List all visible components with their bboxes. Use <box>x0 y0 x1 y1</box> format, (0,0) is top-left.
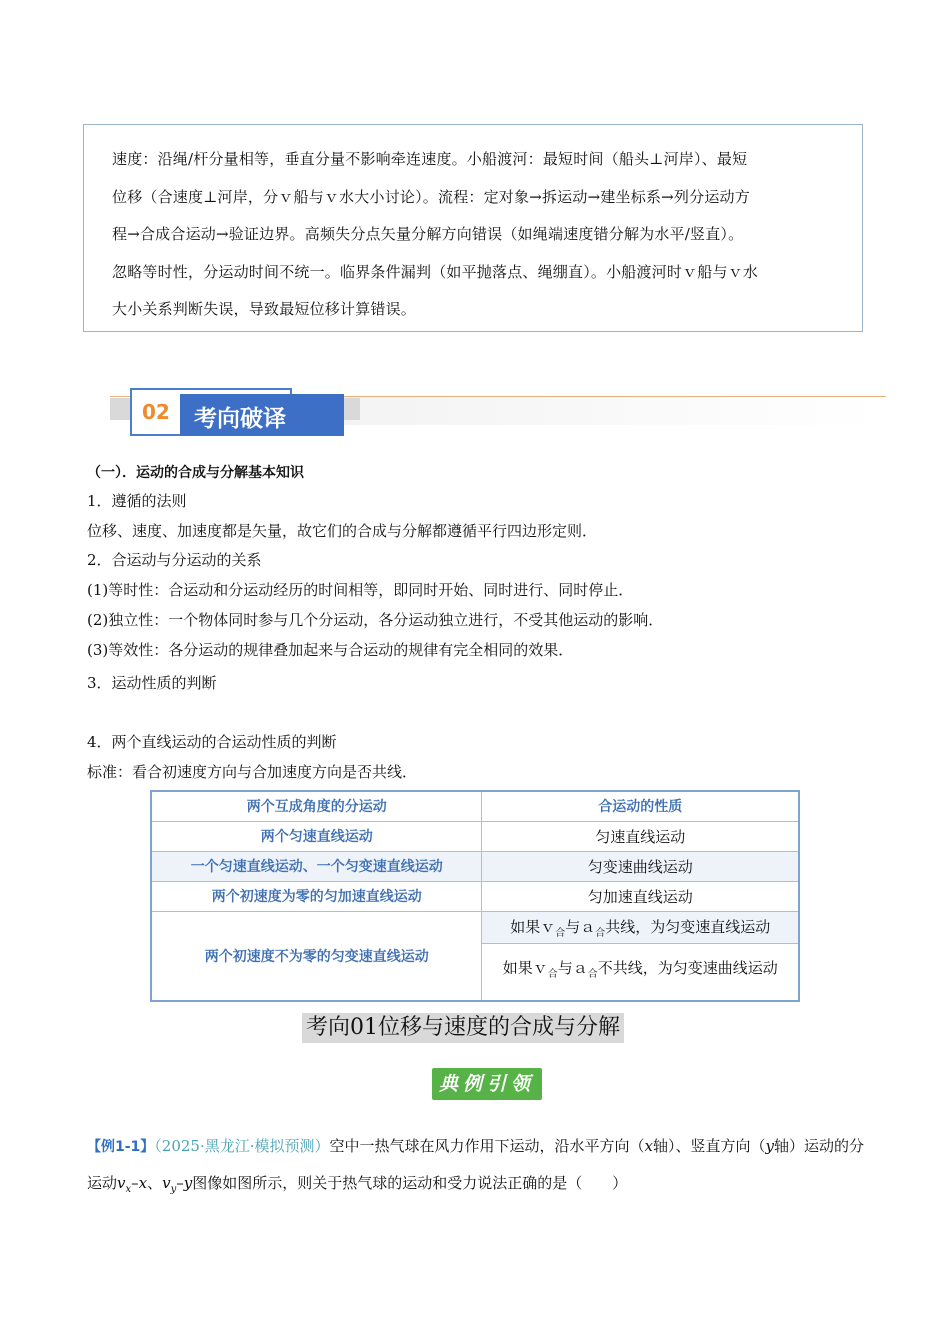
item3-title: 3．运动性质的判断 <box>87 674 217 692</box>
table-cell-left: 两个匀速直线运动 <box>151 821 482 851</box>
item2-b: (2)独立性：一个物体同时参与几个分运动，各分运动独立进行，不受其他运动的影响． <box>87 611 664 629</box>
table-header-row <box>151 791 799 821</box>
example-label: 【例1-1】 <box>87 1139 155 1155</box>
item1-text: 位移、速度、加速度都是矢量，故它们的合成与分解都遵循平行四边形定则． <box>87 522 598 540</box>
table-header-right: 合运动的性质 <box>482 791 799 821</box>
table-cell-right: 如果ｖ$_合$与ａ$_合$共线，为匀变速直线运动 <box>482 911 799 943</box>
summary-line-1: 速度：沿绳/杆分量相等，垂直分量不影响牵连速度。小船渡河：最短时间（船头⊥河岸）、最短 <box>112 150 748 168</box>
topic-heading: 考向01位移与速度的合成与分解 <box>302 1013 624 1043</box>
table-cell-right: 匀速直线运动 <box>482 821 799 851</box>
section-title: 考向破译 <box>194 406 286 432</box>
knowledge-heading: （一）．运动的合成与分解基本知识 <box>87 465 304 481</box>
table-cell-right: 匀变速曲线运动 <box>482 851 799 881</box>
summary-line-2: 位移（合速度⊥河岸，分ｖ船与ｖ水大小讨论）。流程：定对象→拆运动→建坐标系→列分运动方 <box>112 187 750 206</box>
table-cell-right: 如果ｖ$_合$与ａ$_合$不共线，为匀变速曲线运动 <box>482 943 799 1001</box>
item2-title: 2．合运动与分运动的关系 <box>87 551 262 569</box>
item2-c: (3)等效性：各分运动的规律叠加起来与合运动的规律有完全相同的效果． <box>87 641 574 659</box>
item1-title: 1．遵循的法则 <box>87 492 187 510</box>
example-badge-text: 典例引领 <box>438 1073 535 1095</box>
table-cell-left: 两个初速度不为零的匀变速直线运动 <box>151 911 482 1001</box>
section-number: 02 <box>142 400 170 424</box>
summary-box <box>83 124 863 332</box>
summary-line-4: 忽略等时性，分运动时间不统一。临界条件漏判（如平抛落点、绳绷直）。小船渡河时ｖ船与ｖ水 <box>112 262 759 281</box>
section-fade-band <box>340 397 886 425</box>
table-header-left: 两个互成角度的分运动 <box>151 791 482 821</box>
example-badge <box>432 1068 542 1100</box>
motion-nature-table <box>150 790 800 1002</box>
table-row <box>151 821 799 851</box>
item2-a: (1)等时性：合运动和分运动经历的时间相等，即同时开始、同时进行、同时停止． <box>87 581 634 599</box>
summary-line-3: 程→合成合运动→验证边界。高频失分点矢量分解方向错误（如绳端速度错分解为水平/竖直）。 <box>112 225 744 243</box>
table-cell-left: 一个匀速直线运动、一个匀变速直线运动 <box>151 851 482 881</box>
summary-line-5: 大小关系判断失误，导致最短位移计算错误。 <box>112 300 417 318</box>
table-row <box>151 881 799 911</box>
example-source: （2025·黑龙江·模拟预测） <box>154 1137 330 1155</box>
table-cell-right: 匀加速直线运动 <box>482 881 799 911</box>
table-cell-left: 两个初速度为零的匀加速直线运动 <box>151 881 482 911</box>
section-title-box <box>180 394 344 436</box>
section-header <box>110 386 886 440</box>
example-question: 【例1-1】（2025·黑龙江·模拟预测）空中一热气球在风力作用下运动，沿水平方向（x轴）、竖直方向（y轴）运动的分运动$v_x-x$、$v_y-y$图像如图所示，则关于热气球的运动和受力说法正确的是（ ） <box>87 1137 865 1195</box>
item4-title: 4．两个直线运动的合运动性质的判断 <box>87 733 337 751</box>
item4-text: 标准：看合初速度方向与合加速度方向是否共线． <box>87 763 418 781</box>
table-row <box>151 911 799 943</box>
table-row <box>151 851 799 881</box>
